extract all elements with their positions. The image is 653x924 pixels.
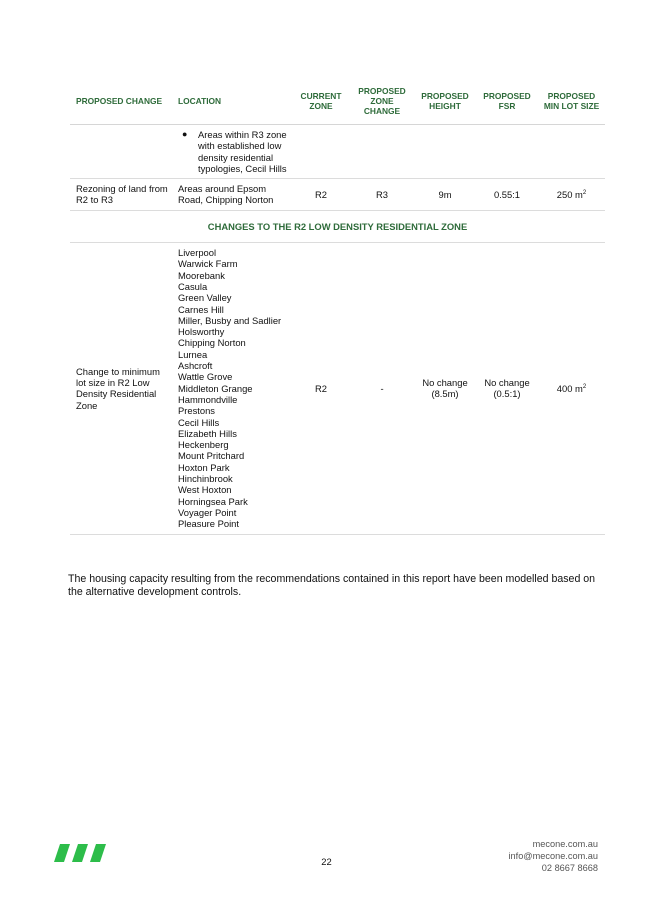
section-row [70,210,605,242]
cell-lot-size: 250 $m^2$ [538,179,605,211]
cell-empty [70,125,172,179]
cell-location-bullets [172,125,292,179]
cell-empty [350,125,414,179]
suburb-item: Liverpool [178,247,217,259]
suburb-item: West Hoxton [178,484,232,496]
suburb-item: Miller, Busby and Sadlier [178,314,282,326]
suburb-item: Wattle Grove [178,371,233,383]
suburb-item: Casula [178,280,208,292]
suburb-item: Heckenberg [178,439,229,451]
suburb-item: Moorebank [178,269,225,281]
cell-current-zone: R2 [292,243,350,534]
suburb-item: Ashcroft [178,360,213,372]
cell-current-zone: R2 [292,179,350,211]
suburb-item: Holsworthy [178,326,225,338]
cell-location-suburbs [172,243,292,534]
table-row [70,179,605,211]
suburb-item: Mount Pritchard [178,450,245,462]
suburb-item: Prestons [178,405,215,417]
header-proposed-min-lot-size: PROPOSED MIN LOT SIZE [538,82,605,125]
cell-proposed-change: Rezoning of land from R2 to R3 [70,179,172,211]
table-header-row [70,82,605,125]
cell-location: Areas around Epsom Road, Chipping Norton [172,179,292,211]
suburb-item: Voyager Point [178,506,237,518]
body-paragraph: The housing capacity resulting from the recommendations contained in this report have been modelled based on the alternative development controls. [68,573,596,599]
suburb-item: Lurnea [178,348,208,360]
header-current-zone: CURRENT ZONE [292,82,350,125]
cell-proposed-zone: - [350,243,414,534]
page-number: 22 [321,856,332,867]
header-proposed-height: PROPOSED HEIGHT [414,82,476,125]
suburb-item: Elizabeth Hills [178,427,237,439]
cell-proposed-change: Change to minimum lot size in R2 Low Density Residential Zone [70,243,172,534]
cell-empty [476,125,538,179]
table-row [70,125,605,179]
suburb-item: Chipping Norton [178,337,246,349]
suburb-item: Cecil Hills [178,416,220,428]
header-location: LOCATION [172,82,292,125]
suburb-item: Warwick Farm [178,258,238,270]
suburb-item: Hammondville [178,393,238,405]
section-title: CHANGES TO THE R2 LOW DENSITY RESIDENTIAL ZONE [70,210,605,242]
cell-empty [292,125,350,179]
suburb-item: Hoxton Park [178,461,230,473]
suburb-item: Pleasure Point [178,518,239,530]
bullet-icon: ● [182,129,188,139]
cell-lot-size: 400 $m^2$ [538,243,605,534]
footer-email[interactable]: info@mecone.com.au [508,851,598,861]
cell-proposed-zone: R3 [350,179,414,211]
header-proposed-zone-change: PROPOSED ZONE CHANGE [350,82,414,125]
suburb-item: Middleton Grange [178,382,253,394]
table-row [70,243,605,534]
suburb-item: Carnes Hill [178,303,224,315]
cell-empty [538,125,605,179]
list-item: ● Areas within R3 zone with established low density residential typologies, Cecil Hills [182,129,287,174]
footer-contact [508,838,598,874]
suburb-item: Hinchinbrook [178,473,233,485]
cell-empty [414,125,476,179]
suburb-item: Horningsea Park [178,495,248,507]
footer-phone: 02 8667 8668 [541,863,598,873]
cell-height: 9m [414,179,476,211]
footer-website[interactable]: mecone.com.au [532,839,598,849]
cell-height: No change (8.5m) [414,243,476,534]
zoning-changes-table [70,82,605,535]
header-proposed-fsr: PROPOSED FSR [476,82,538,125]
header-proposed-change: PROPOSED CHANGE [70,82,172,125]
cell-fsr: 0.55:1 [476,179,538,211]
suburb-item: Green Valley [178,292,232,304]
bullet-list [178,129,290,174]
cell-fsr: No change (0.5:1) [476,243,538,534]
